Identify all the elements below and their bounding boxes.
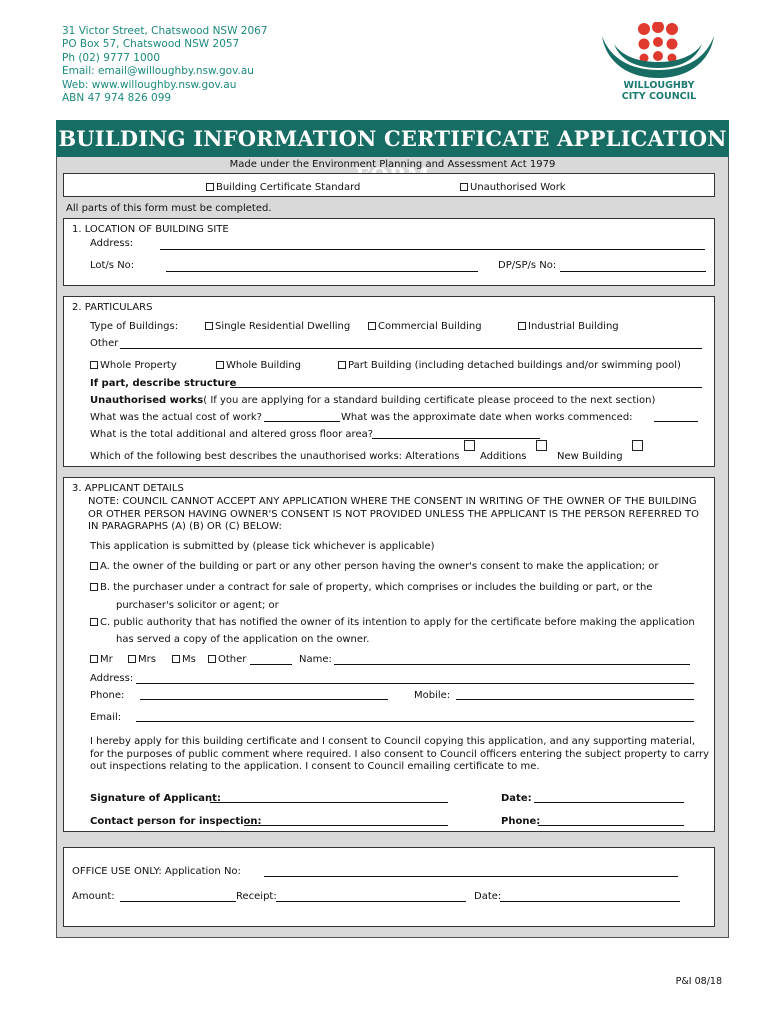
phone-label: Phone: xyxy=(90,690,125,701)
checkbox-icon[interactable] xyxy=(90,583,98,591)
checkbox-icon[interactable] xyxy=(460,183,468,191)
other-title-input[interactable] xyxy=(250,664,292,665)
option-a[interactable] xyxy=(90,560,658,573)
option-label: A. the owner of the building or part or any other person having the owner's consent to make the application; or xyxy=(100,561,659,572)
unauthorised-bold: Unauthorised works xyxy=(90,395,204,406)
applicant-address-input[interactable] xyxy=(136,683,694,684)
option-label: Ms xyxy=(182,654,196,665)
unauthorised-rest: ( If you are applying for a standard building certificate please proceed to the next section) xyxy=(203,395,656,406)
section-applicant xyxy=(63,477,715,832)
signature-input[interactable] xyxy=(210,802,448,803)
contact-phone-input[interactable] xyxy=(538,825,684,826)
checkbox-icon[interactable] xyxy=(90,618,98,626)
section-heading: 3. APPLICANT DETAILS xyxy=(72,483,184,494)
contact-line: 31 Victor Street, Chatswood NSW 2067 xyxy=(62,25,268,37)
option-label: Unauthorised Work xyxy=(470,182,566,193)
amount-input[interactable] xyxy=(120,901,236,902)
amount-label: Amount: xyxy=(72,891,115,902)
lot-label: Lot/s No: xyxy=(90,260,135,271)
option-label: Industrial Building xyxy=(528,321,619,332)
checkbox-icon[interactable] xyxy=(128,655,136,663)
cost-label: What was the actual cost of work? xyxy=(90,412,262,423)
option-label: C. public authority that has notified the owner of its intention to apply for the certificate before making the application xyxy=(100,617,695,628)
date-label-text: Date xyxy=(501,793,528,804)
scope-whole-property[interactable] xyxy=(90,359,177,372)
logo-text-line: WILLOUGHBY xyxy=(623,80,695,91)
name-input[interactable] xyxy=(334,664,690,665)
form-title: BUILDING INFORMATION CERTIFICATE APPLICATION xyxy=(56,120,729,157)
option-b-continued: purchaser's solicitor or agent; or xyxy=(116,600,279,611)
type-single-dwelling[interactable] xyxy=(205,320,350,333)
section-location xyxy=(63,218,715,286)
all-parts-note: All parts of this form must be completed. xyxy=(66,203,272,214)
lot-input[interactable] xyxy=(166,271,478,272)
owner-consent-note: NOTE: COUNCIL CANNOT ACCEPT ANY APPLICATION WHERE THE CONSENT IN WRITING OF THE OWNER OF THE BUILDING OR OTHER PERSON HAVING OWNER'S CONSENT IS NOT PROVIDED UNLESS THE APPLICANT IS THE PERSON REFERRED TO IN PARAGRAPHS (A) (B) OR (C) BELOW: xyxy=(88,496,699,532)
receipt-input[interactable] xyxy=(276,901,466,902)
contact-line: Ph (02) 9777 1000 xyxy=(62,51,160,64)
checkbox-icon[interactable] xyxy=(208,655,216,663)
floor-area-input[interactable] xyxy=(372,438,540,439)
type-industrial[interactable] xyxy=(518,320,619,333)
contact-person-input[interactable] xyxy=(244,825,448,826)
signature-date-input[interactable] xyxy=(534,802,684,803)
address-input[interactable] xyxy=(160,249,705,250)
option-label: Mr xyxy=(100,654,113,665)
logo-text xyxy=(600,80,718,102)
other-label: Other xyxy=(90,338,119,349)
title-ms[interactable] xyxy=(172,653,196,666)
option-label: Part Building (including detached buildings and/or swimming pool) xyxy=(348,360,681,371)
option-label: Whole Property xyxy=(100,360,177,371)
unauthorised-note xyxy=(90,394,655,407)
contact-line: PO Box 57, Chatswood NSW 2057 xyxy=(62,38,240,51)
cost-input[interactable] xyxy=(264,421,340,422)
certificate-type-box xyxy=(63,173,715,197)
application-no-label: OFFICE USE ONLY: Application No: xyxy=(72,866,241,877)
option-label: Other xyxy=(218,654,247,665)
new-building-label: New Building xyxy=(557,451,623,462)
title-mr[interactable] xyxy=(90,653,113,666)
date-commenced-input[interactable] xyxy=(654,421,698,422)
name-label: Name: xyxy=(299,654,332,665)
office-date-input[interactable] xyxy=(500,901,680,902)
contact-person-label: Contact person for inspection: xyxy=(90,816,262,827)
type-label: Type of Buildings: xyxy=(90,321,179,332)
scope-part-building[interactable] xyxy=(338,359,681,372)
submitted-by-label: This application is submitted by (please tick whichever is applicable) xyxy=(90,541,435,552)
section-particulars xyxy=(63,296,715,467)
option-label: Building Certificate Standard xyxy=(216,182,361,193)
section-heading: 2. PARTICULARS xyxy=(72,302,153,313)
scope-whole-building[interactable] xyxy=(216,359,301,372)
additions-label: Additions xyxy=(480,451,527,462)
signature-label: Signature of Applicant: xyxy=(90,793,221,804)
option-label: Commercial Building xyxy=(378,321,482,332)
receipt-label: Receipt: xyxy=(236,891,277,902)
checkbox-icon[interactable] xyxy=(216,361,224,369)
checkbox-icon[interactable] xyxy=(172,655,180,663)
contact-line: Email: email@willoughby.nsw.gov.au xyxy=(62,65,254,78)
alterations-checkbox[interactable] xyxy=(464,440,475,451)
title-mrs[interactable] xyxy=(128,653,156,666)
checkbox-icon[interactable] xyxy=(90,655,98,663)
email-label: Email: xyxy=(90,712,122,723)
contact-line: ABN 47 974 826 099 xyxy=(62,92,172,105)
checkbox-icon[interactable] xyxy=(205,322,213,330)
checkbox-icon[interactable] xyxy=(338,361,346,369)
mobile-input[interactable] xyxy=(456,699,694,700)
option-label: Whole Building xyxy=(226,360,302,371)
best-describes-label: Which of the following best describes the unauthorised works: Alterations xyxy=(90,451,460,462)
phone-input[interactable] xyxy=(140,699,388,700)
option-label: B. the purchaser under a contract for sale of property, which comprises or includes the building or part, or the xyxy=(100,582,653,593)
option-label: Mrs xyxy=(138,654,156,665)
council-contact-block xyxy=(62,25,268,105)
option-label: Single Residential Dwelling xyxy=(215,321,351,332)
declaration-text: I hereby apply for this building certificate and I consent to Council copying this application, and any supporting material, for the purposes of public comment where required. I also consent to Council officers entering the subject property to carry out inspections relating to the application. I consent to Council emailing certificate to me. xyxy=(90,736,710,772)
type-commercial[interactable] xyxy=(368,320,482,333)
checkbox-icon[interactable] xyxy=(90,562,98,570)
option-c-continued: has served a copy of the application on the owner. xyxy=(116,634,370,645)
option-b[interactable] xyxy=(90,581,652,594)
dp-label: DP/SP/s No: xyxy=(498,260,557,271)
form-code: P&I 08/18 xyxy=(675,976,722,987)
title-other[interactable] xyxy=(208,653,246,666)
contact-line: Web: www.willoughby.nsw.gov.au xyxy=(62,78,237,91)
dp-input[interactable] xyxy=(560,271,706,272)
application-no-input[interactable] xyxy=(264,876,678,877)
if-part-label: If part, describe structure xyxy=(90,378,237,389)
checkbox-icon[interactable] xyxy=(206,183,214,191)
logo-text-line: CITY COUNCIL xyxy=(621,91,697,102)
contact-phone-label: Phone: xyxy=(501,816,541,827)
checkbox-icon[interactable] xyxy=(90,361,98,369)
section-heading: 1. LOCATION OF BUILDING SITE xyxy=(72,224,229,235)
signature-date-label: Date: xyxy=(501,793,532,804)
address-label: Address: xyxy=(90,238,134,249)
if-part-input[interactable] xyxy=(230,387,702,388)
additions-checkbox[interactable] xyxy=(536,440,547,451)
signature-label-text: Signature of Applicant xyxy=(90,793,217,804)
email-input[interactable] xyxy=(136,721,694,722)
new-building-checkbox[interactable] xyxy=(632,440,643,451)
act-subtitle: Made under the Environment Planning and Assessment Act 1979 xyxy=(229,159,556,170)
office-use-box xyxy=(63,847,715,927)
option-c[interactable] xyxy=(90,616,695,629)
office-date-label: Date: xyxy=(474,891,502,902)
option-unauthorised[interactable] xyxy=(460,181,566,194)
checkbox-icon[interactable] xyxy=(368,322,376,330)
other-input[interactable] xyxy=(120,348,702,349)
date-commenced-label: What was the approximate date when works commenced: xyxy=(341,412,633,423)
checkbox-icon[interactable] xyxy=(518,322,526,330)
floor-area-label: What is the total additional and altered gross floor area? xyxy=(90,429,374,440)
option-standard[interactable] xyxy=(206,181,360,194)
applicant-address-label: Address: xyxy=(90,673,134,684)
mobile-label: Mobile: xyxy=(414,690,451,701)
